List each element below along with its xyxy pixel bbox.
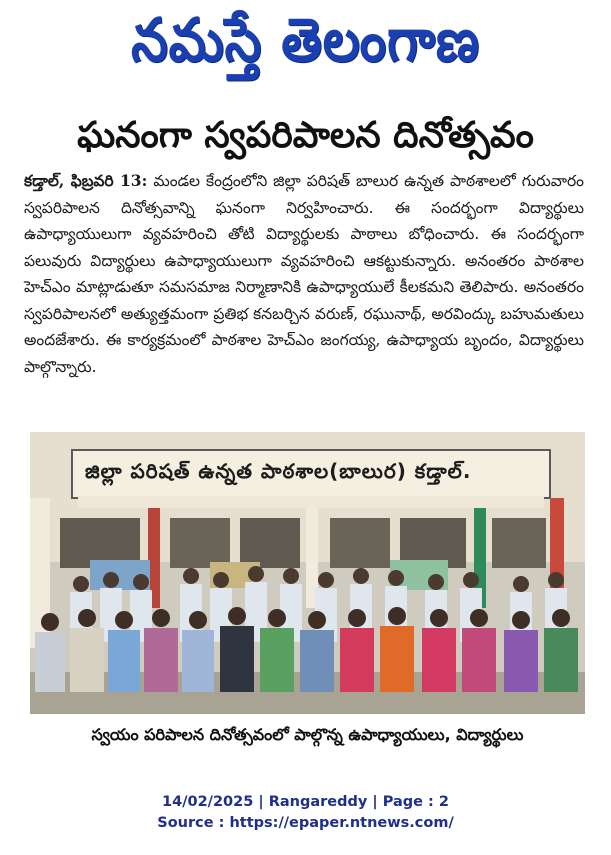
article-headline: ఘనంగా స్వపరిపాలన దినోత్సవం — [77, 115, 534, 156]
photo-caption: స్వయం పరిపాలన దినోత్సవంలో పాల్గొన్న ఉపాధ్యాయులు, విద్యార్థులు — [91, 725, 524, 744]
article-text: మండల కేంద్రంలోని జిల్లా పరిషత్ బాలుర ఉన్నత పాఠశాలలో గురువారం స్వపరిపాలన దినోత్సవాన్ని ఘనంగా నిర్వహించారు. ఈ సందర్భంగా విద్యార్థులు ఉపాధ్యాయులుగా వ్యవహరించి తోటి విద్యార్థులకు పాఠాలు బోధించారు. ఈ సందర్భంగా పలువురు విద్యార్థులు ఉపాధ్యాయులుగా వ్యవహరించి ఆకట్టుకున్నారు. అనంతరం పాఠశాల హెచ్ఎం మాట్లాడుతూ సమసమాజ నిర్మాణానికి ఉపాధ్యాయులే కీలకమని తెలిపారు. అనంతరం స్వపరిపాలనలో అత్యుత్తమంగా ప్రతిభ కనబర్చిన వరుణ్, రఘునాథ్, అరవింద్కు బహుమతులు అందజేశారు. ఈ కార్యక్రమంలో పాఠశాల హెచ్ఎం జంగయ్య, ఉపాధ్యాయ బృందం, విద్యార్థులు పాల్గొన్నారు. — [24, 172, 585, 376]
source-link[interactable]: Source : https://epaper.ntnews.com/ — [157, 815, 454, 831]
article-body — [24, 168, 584, 380]
masthead-logo: నమస్తే తెలంగాణ — [131, 6, 480, 76]
school-sign-text: జిల్లా పరిషత్ ఉన్నత పాఠశాల(బాలుర) కడ్తాల్. — [85, 459, 472, 483]
newspaper-masthead — [0, 0, 611, 96]
epaper-footer — [0, 792, 611, 834]
article-dateline: కడ్తాల్, ఫిబ్రవరి 13: — [24, 171, 148, 190]
edition-info: 14/02/2025 | Rangareddy | Page : 2 — [162, 794, 449, 810]
